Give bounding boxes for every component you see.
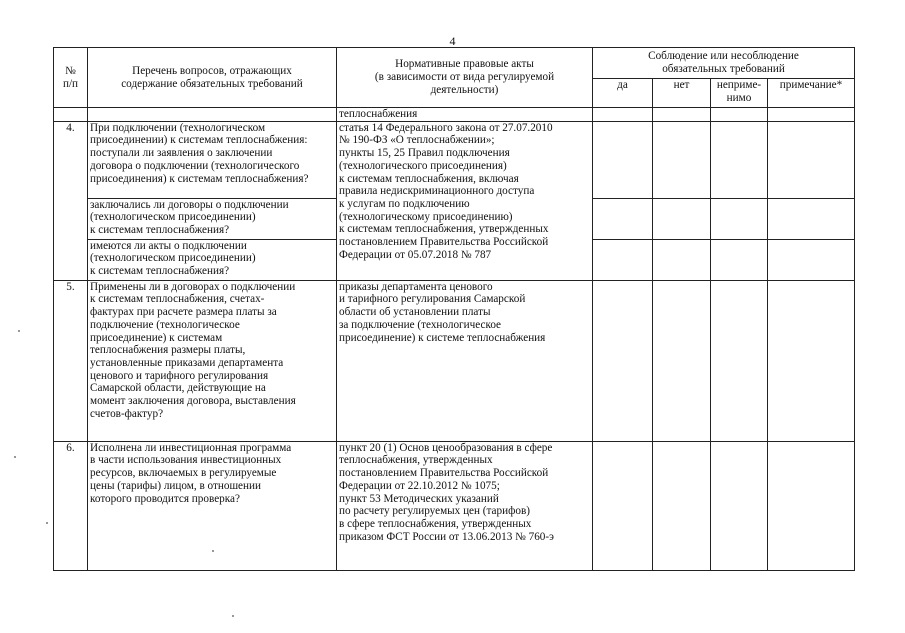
cell-continuation-text: теплоснабжения: [337, 108, 593, 122]
cell-no: [653, 198, 711, 239]
table-row: [54, 280, 855, 441]
header-not-applicable: неприме- нимо: [711, 79, 768, 108]
cell-yes: [593, 108, 653, 122]
cell-no: [653, 121, 711, 198]
cell-yes: [593, 198, 653, 239]
legal-acts-cell: приказы департамента ценового и тарифного регулирования Самарской области об установлении платы за подключение (технологическое присоединение) к системе теплоснабжения: [337, 280, 593, 441]
scan-speck: [212, 550, 214, 552]
scan-speck: [232, 615, 234, 617]
cell-note: [768, 280, 855, 441]
header-compliance: Соблюдение или несоблюдение обязательных требований: [593, 48, 855, 79]
cell-note: [768, 239, 855, 280]
question-cell: Исполнена ли инвестиционная программа в части использования инвестиционных ресурсов, включаемых в регулируемые цены (тарифы) лицом, в отношении которого проводится проверка?: [88, 441, 337, 570]
question-cell: Применены ли в договорах о подключении к системам теплоснабжения, счетах- фактурах при расчете размера платы за подключение (технологическое присоединение) к системам теплоснабжения размеры платы, установленные приказами департамента ценового и тарифного регулирования Самарской области, действующие на момент заключения договора, выставления счетов-фактур?: [88, 280, 337, 441]
cell-no: [653, 280, 711, 441]
question-cell: имеются ли акты о подключении (технологическом присоединении) к системам теплоснабжения?: [88, 239, 337, 280]
header-no: нет: [653, 79, 711, 108]
cell-note: [768, 108, 855, 122]
scan-speck: [14, 456, 16, 458]
legal-acts-cell: пункт 20 (1) Основ ценообразования в сфере теплоснабжения, утвержденных постановлением Правительства Российской Федерации от 22.10.2012 № 1075; пункт 53 Методических указаний по расчету регулируемых цен (тарифов) в сфере теплоснабжения, утвержденных приказом ФСТ России от 13.06.2013 № 760-э: [337, 441, 593, 570]
question-cell: При подключении (технологическом присоединении) к системам теплоснабжения: поступали ли заявления о заключении договора о подключении (технологического присоединения) к системам теплоснабжения?: [88, 121, 337, 198]
cell-no: [653, 239, 711, 280]
cell-yes: [593, 280, 653, 441]
header-legal-acts: Нормативные правовые акты (в зависимости от вида регулируемой деятельности): [337, 48, 593, 108]
header-number: № п/п: [54, 48, 88, 108]
table-row-continuation: [54, 108, 855, 122]
cell-not-applicable: [711, 239, 768, 280]
compliance-checklist-table: [53, 47, 855, 571]
cell-yes: [593, 239, 653, 280]
scan-speck: [18, 330, 20, 332]
table-row: [54, 121, 855, 198]
header-note: примечание*: [768, 79, 855, 108]
cell-empty: [88, 108, 337, 122]
header-questions: Перечень вопросов, отражающих содержание обязательных требований: [88, 48, 337, 108]
scan-speck: [46, 522, 48, 524]
cell-not-applicable: [711, 121, 768, 198]
cell-yes: [593, 121, 653, 198]
row-number: 4.: [54, 121, 88, 280]
cell-not-applicable: [711, 441, 768, 570]
cell-no: [653, 441, 711, 570]
row-number: 5.: [54, 280, 88, 441]
cell-not-applicable: [711, 108, 768, 122]
header-yes: да: [593, 79, 653, 108]
question-cell: заключались ли договоры о подключении (технологическом присоединении) к системам теплоснабжения?: [88, 198, 337, 239]
cell-empty: [54, 108, 88, 122]
table-row: [54, 441, 855, 570]
cell-note: [768, 121, 855, 198]
page-number: 4: [449, 34, 456, 48]
legal-acts-cell: статья 14 Федерального закона от 27.07.2010 № 190-ФЗ «О теплоснабжении»; пункты 15, 25 Правил подключения (технологического присоединения) к системам теплоснабжения, включая правила недискриминационного доступа к услугам по подключению (технологическому присоединению) к системам теплоснабжения, утвержденных постановлением Правительства Российской Федерации от 05.07.2018 № 787: [337, 121, 593, 280]
row-number: 6.: [54, 441, 88, 570]
cell-not-applicable: [711, 280, 768, 441]
table-header-row: [54, 48, 855, 79]
cell-not-applicable: [711, 198, 768, 239]
cell-no: [653, 108, 711, 122]
cell-yes: [593, 441, 653, 570]
cell-note: [768, 441, 855, 570]
cell-note: [768, 198, 855, 239]
